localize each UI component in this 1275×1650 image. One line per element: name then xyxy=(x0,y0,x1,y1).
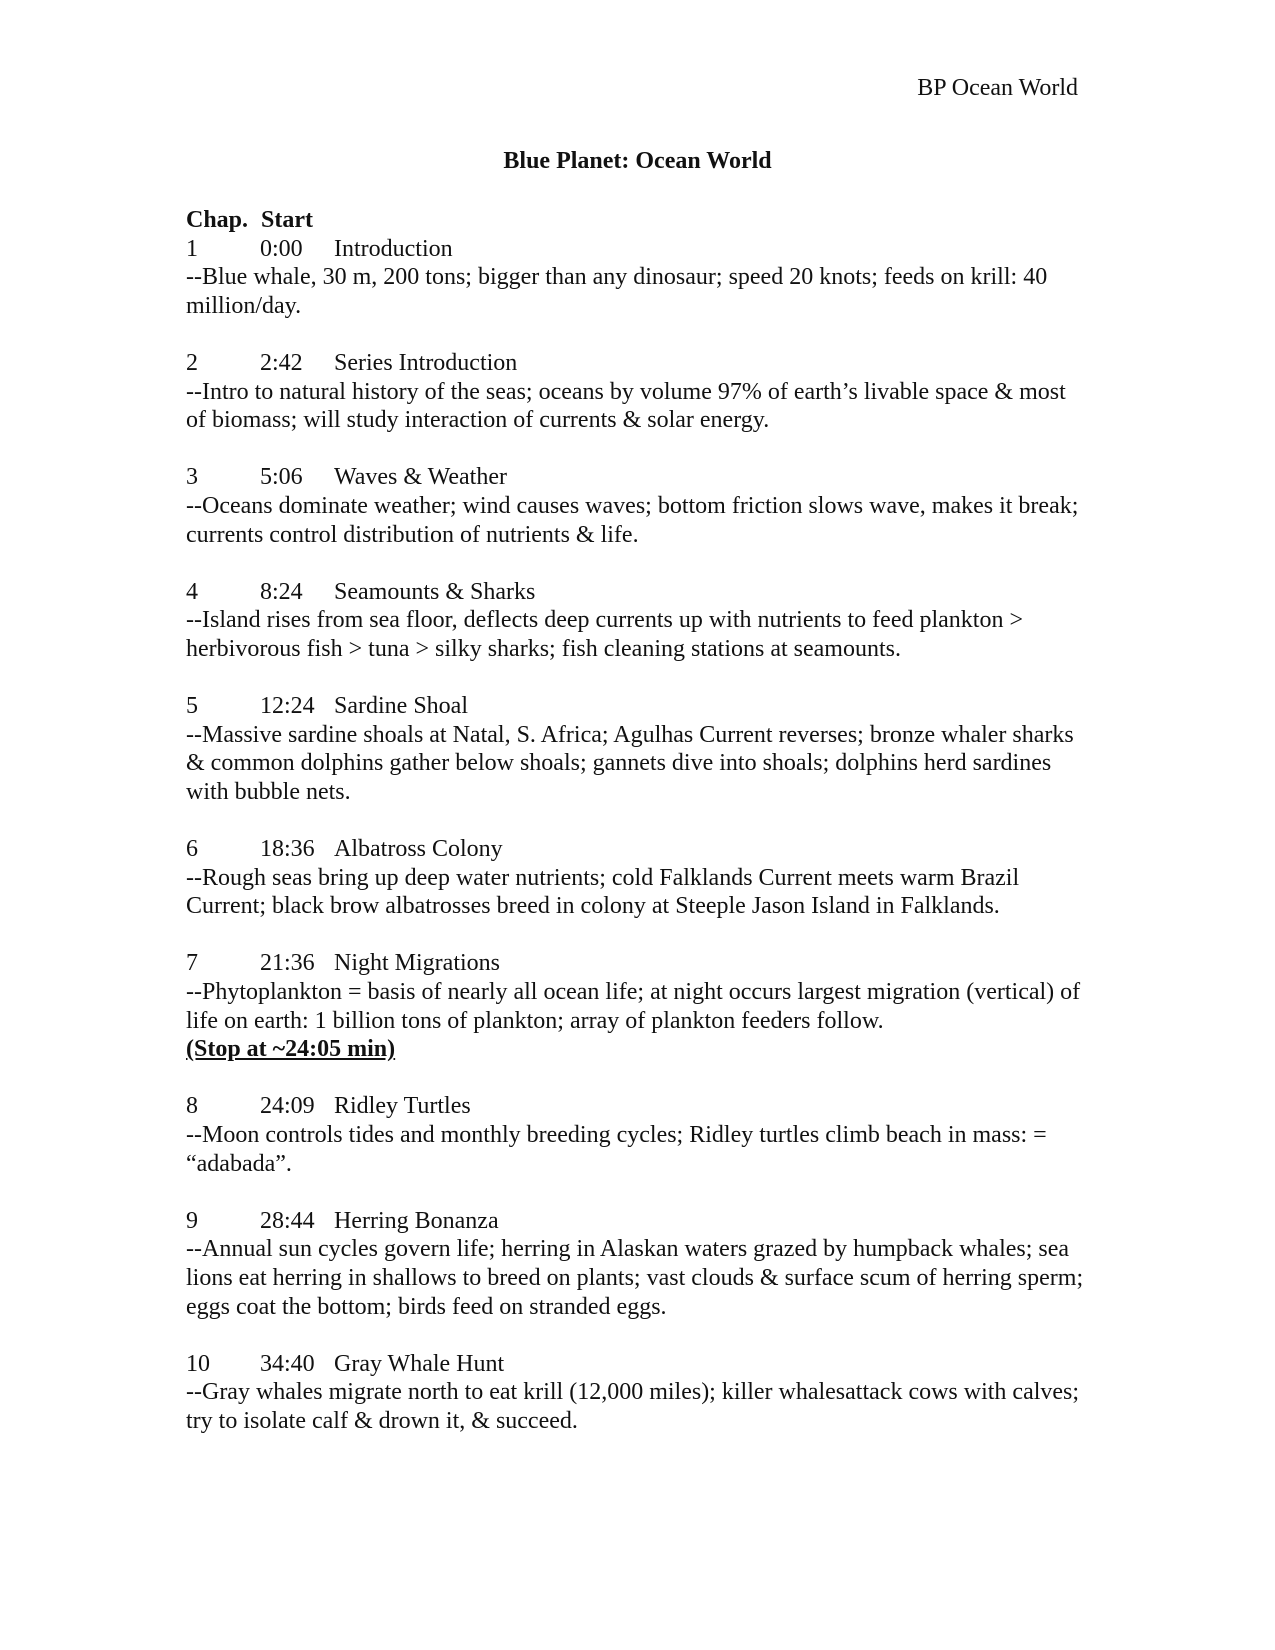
chapter-description: --Rough seas bring up deep water nutrients; cold Falklands Current meets warm Brazil Current; black brow albatrosses breed in colony at Steeple Jason Island in Falklands. xyxy=(186,864,1020,920)
stop-note: (Stop at ~24:05 min) xyxy=(186,1036,396,1063)
chapter-entry xyxy=(186,578,1090,664)
chapter-description: --Massive sardine shoals at Natal, S. Africa; Agulhas Current reverses; bronze whaler sharks & common dolphins gather below shoals; gannets dive into shoals; dolphins herd sardines with bubble nets. xyxy=(186,721,1074,805)
chapter-start-time: 28:44 xyxy=(260,1207,315,1234)
chapter-heading xyxy=(186,949,1090,978)
chapter-start-time: 18:36 xyxy=(260,836,315,863)
chapter-number: 4 xyxy=(186,578,198,605)
chapter-description: --Gray whales migrate north to eat krill (12,000 miles); killer whalesattack cows with calves; try to isolate calf & drown it, & succeed. xyxy=(186,1379,1080,1434)
chapter-entry xyxy=(186,1092,1090,1178)
column-header-start: Start xyxy=(261,207,313,233)
chapter-number: 5 xyxy=(186,693,198,720)
chapter-entry xyxy=(186,1350,1090,1436)
chapter-title: Gray Whale Hunt xyxy=(334,1350,505,1377)
chapter-number: 7 xyxy=(186,950,198,977)
chapter-heading xyxy=(186,349,1090,378)
chapter-entry xyxy=(186,835,1090,921)
chapter-start-time: 12:24 xyxy=(260,693,315,720)
chapter-entry xyxy=(186,1207,1090,1321)
chapter-heading xyxy=(186,578,1090,607)
chapter-start-time: 0:00 xyxy=(260,235,303,262)
chapters xyxy=(186,235,1090,1436)
chapter-entry xyxy=(186,349,1090,435)
chapter-number: 9 xyxy=(186,1207,198,1234)
chapter-description: --Moon controls tides and monthly breeding cycles; Ridley turtles climb beach in mass: = “adabada”. xyxy=(186,1122,1047,1177)
chapter-number: 1 xyxy=(186,235,198,262)
chapter-start-time: 5:06 xyxy=(260,464,303,491)
chapter-number: 2 xyxy=(186,349,198,376)
chapter-heading xyxy=(186,235,1090,264)
chapter-entry xyxy=(186,949,1090,1063)
chapter-description: --Island rises from sea floor, deflects deep currents up with nutrients to feed plankton > herbivorous fish > tuna > silky sharks; fish cleaning stations at seamounts. xyxy=(186,607,1023,662)
chapter-description: --Oceans dominate weather; wind causes waves; bottom friction slows wave, makes it break; currents control distribution of nutrients & life. xyxy=(186,492,1079,548)
chapter-heading xyxy=(186,1207,1090,1236)
chapter-number: 8 xyxy=(186,1093,198,1120)
chapter-heading xyxy=(186,1350,1090,1379)
chapter-heading xyxy=(186,692,1090,721)
chapter-start-time: 2:42 xyxy=(260,349,303,376)
chapter-heading xyxy=(186,1092,1090,1121)
chapter-number: 6 xyxy=(186,836,198,863)
column-header-chap: Chap. xyxy=(186,207,249,233)
column-header xyxy=(186,206,1090,235)
chapter-entry xyxy=(186,235,1090,321)
chapter-title: Series Introduction xyxy=(334,349,518,376)
chapter-title: Night Migrations xyxy=(334,950,500,977)
document-title: Blue Planet: Ocean World xyxy=(503,148,772,174)
chapter-description: --Intro to natural history of the seas; oceans by volume 97% of earth’s livable space & most of biomass; will study interaction of currents & solar energy. xyxy=(186,378,1066,434)
chapter-title: Albatross Colony xyxy=(334,836,503,863)
chapter-title: Waves & Weather xyxy=(334,464,507,491)
chapter-description: --Blue whale, 30 m, 200 tons; bigger than any dinosaur; speed 20 knots; feeds on krill: 40 million/day. xyxy=(186,264,1048,319)
chapter-heading xyxy=(186,463,1090,492)
chapter-start-time: 34:40 xyxy=(260,1350,315,1377)
chapter-number: 3 xyxy=(186,464,198,491)
chapter-start-time: 24:09 xyxy=(260,1093,315,1120)
chapter-title: Seamounts & Sharks xyxy=(334,578,536,605)
running-header: BP Ocean World xyxy=(917,75,1078,101)
chapter-title: Introduction xyxy=(334,235,453,262)
chapter-heading xyxy=(186,835,1090,864)
chapter-start-time: 8:24 xyxy=(260,578,303,605)
chapter-title: Ridley Turtles xyxy=(334,1093,471,1120)
chapter-list xyxy=(186,206,1090,1464)
chapter-number: 10 xyxy=(186,1350,210,1377)
chapter-description: --Annual sun cycles govern life; herring in Alaskan waters grazed by humpback whales; sea lions eat herring in shallows to breed on plants; vast clouds & surface scum of herring sperm; eggs coat the bottom; birds feed on stranded eggs. xyxy=(186,1236,1084,1320)
chapter-title: Sardine Shoal xyxy=(334,693,468,720)
chapter-description: --Phytoplankton = basis of nearly all ocean life; at night occurs largest migration (vertical) of life on earth: 1 billion tons of plankton; array of plankton feeders follow. xyxy=(186,979,1081,1034)
chapter-start-time: 21:36 xyxy=(260,950,315,977)
chapter-entry xyxy=(186,692,1090,806)
chapter-title: Herring Bonanza xyxy=(334,1207,499,1234)
chapter-entry xyxy=(186,463,1090,549)
